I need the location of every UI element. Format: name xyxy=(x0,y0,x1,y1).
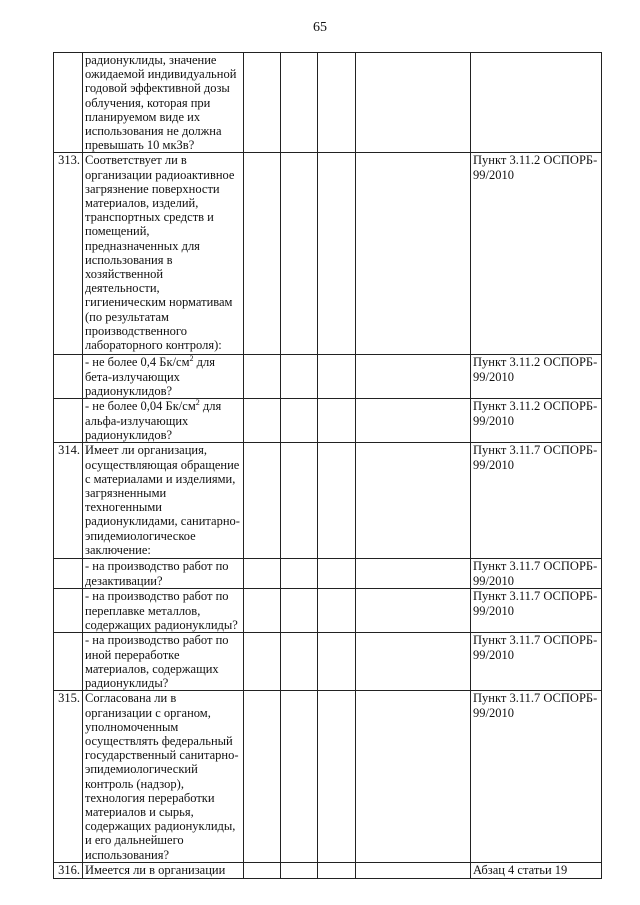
legal-reference: Пункт 3.11.7 ОСПОРБ- 99/2010 xyxy=(471,443,602,559)
item-number: 316. xyxy=(54,863,83,879)
legal-reference: Пункт 3.11.2 ОСПОРБ- 99/2010 xyxy=(471,355,602,399)
legal-reference xyxy=(471,53,602,153)
empty-cell xyxy=(356,691,471,863)
legal-reference: Пункт 3.11.2 ОСПОРБ- 99/2010 xyxy=(471,153,602,355)
empty-cell xyxy=(281,691,318,863)
empty-cell xyxy=(281,863,318,879)
empty-cell xyxy=(244,633,281,691)
table-row xyxy=(54,863,602,879)
table-row xyxy=(54,53,602,153)
item-number xyxy=(54,355,83,399)
legal-reference: Абзац 4 статьи 19 xyxy=(471,863,602,879)
table-row xyxy=(54,153,602,355)
question-text: - на производство работ по переплавке металлов, содержащих радионуклиды? xyxy=(83,589,244,633)
empty-cell xyxy=(318,399,356,443)
item-number: 314. xyxy=(54,443,83,559)
item-number: 313. xyxy=(54,153,83,355)
question-text: Имеется ли в организации xyxy=(83,863,244,879)
legal-reference: Пункт 3.11.7 ОСПОРБ- 99/2010 xyxy=(471,559,602,589)
empty-cell xyxy=(244,559,281,589)
empty-cell xyxy=(318,589,356,633)
table-row xyxy=(54,443,602,559)
table-row xyxy=(54,589,602,633)
empty-cell xyxy=(281,589,318,633)
unit-exponent: 2 xyxy=(189,354,194,364)
legal-reference: Пункт 3.11.7 ОСПОРБ- 99/2010 xyxy=(471,691,602,863)
empty-cell xyxy=(318,863,356,879)
checklist-table xyxy=(53,52,602,879)
empty-cell xyxy=(318,559,356,589)
empty-cell xyxy=(244,399,281,443)
empty-cell xyxy=(244,691,281,863)
question-text-post: для альфа-излучающих радионуклидов? xyxy=(85,399,222,442)
empty-cell xyxy=(281,559,318,589)
empty-cell xyxy=(356,53,471,153)
empty-cell xyxy=(356,399,471,443)
item-number xyxy=(54,589,83,633)
legal-reference: Пункт 3.11.7 ОСПОРБ- 99/2010 xyxy=(471,589,602,633)
question-text-pre: - не более 0,04 Бк/см xyxy=(85,399,196,414)
empty-cell xyxy=(244,355,281,399)
empty-cell xyxy=(244,863,281,879)
question-text: радионуклиды, значение ожидаемой индивидуальной годовой эффективной дозы облучения, которая при планируемом виде их использования не должна превышать 10 мкЗв? xyxy=(83,53,244,153)
empty-cell xyxy=(244,153,281,355)
empty-cell xyxy=(281,355,318,399)
table-row xyxy=(54,355,602,399)
empty-cell xyxy=(244,53,281,153)
empty-cell xyxy=(281,153,318,355)
question-text-post: для бета-излучающих радионуклидов? xyxy=(85,355,215,398)
item-number xyxy=(54,633,83,691)
empty-cell xyxy=(281,633,318,691)
empty-cell xyxy=(244,443,281,559)
table-row xyxy=(54,399,602,443)
question-text: Согласована ли в организации с органом, уполномоченным осуществлять федеральный государственный санитарно- эпидемиологический контроль (надзор), технология переработки материалов и сырья, содержащих радионуклиды, и его дальнейшего использования? xyxy=(83,691,244,863)
question-text xyxy=(83,399,244,443)
empty-cell xyxy=(318,153,356,355)
question-text: - на производство работ по иной переработке материалов, содержащих радионуклиды? xyxy=(83,633,244,691)
question-text xyxy=(83,355,244,399)
item-number xyxy=(54,559,83,589)
empty-cell xyxy=(318,355,356,399)
table-row xyxy=(54,691,602,863)
empty-cell xyxy=(356,589,471,633)
question-text-pre: - не более 0,4 Бк/см xyxy=(85,355,190,370)
empty-cell xyxy=(281,399,318,443)
empty-cell xyxy=(356,633,471,691)
empty-cell xyxy=(356,153,471,355)
question-text: Соответствует ли в организации радиоактивное загрязнение поверхности материалов, изделий, транспортных средств и помещений, предназначенных для использования в хозяйственной деятельности, гигиеническим нормативам (по результатам производственного лабораторного контроля): xyxy=(83,153,244,355)
question-text: - на производство работ по дезактивации? xyxy=(83,559,244,589)
unit-exponent: 2 xyxy=(195,398,200,408)
legal-reference: Пункт 3.11.7 ОСПОРБ- 99/2010 xyxy=(471,633,602,691)
empty-cell xyxy=(356,863,471,879)
item-number xyxy=(54,53,83,153)
item-number: 315. xyxy=(54,691,83,863)
page-number: 65 xyxy=(313,20,327,35)
question-text: Имеет ли организация, осуществляющая обращение с материалами и изделиями, загрязненными техногенными радионуклидами, санитарно- эпидемиологическое заключение: xyxy=(83,443,244,559)
empty-cell xyxy=(318,633,356,691)
table-row xyxy=(54,633,602,691)
legal-reference: Пункт 3.11.2 ОСПОРБ- 99/2010 xyxy=(471,399,602,443)
empty-cell xyxy=(318,691,356,863)
empty-cell xyxy=(281,53,318,153)
empty-cell xyxy=(356,355,471,399)
empty-cell xyxy=(318,53,356,153)
empty-cell xyxy=(244,589,281,633)
item-number xyxy=(54,399,83,443)
empty-cell xyxy=(281,443,318,559)
empty-cell xyxy=(318,443,356,559)
table-row xyxy=(54,559,602,589)
empty-cell xyxy=(356,443,471,559)
empty-cell xyxy=(356,559,471,589)
